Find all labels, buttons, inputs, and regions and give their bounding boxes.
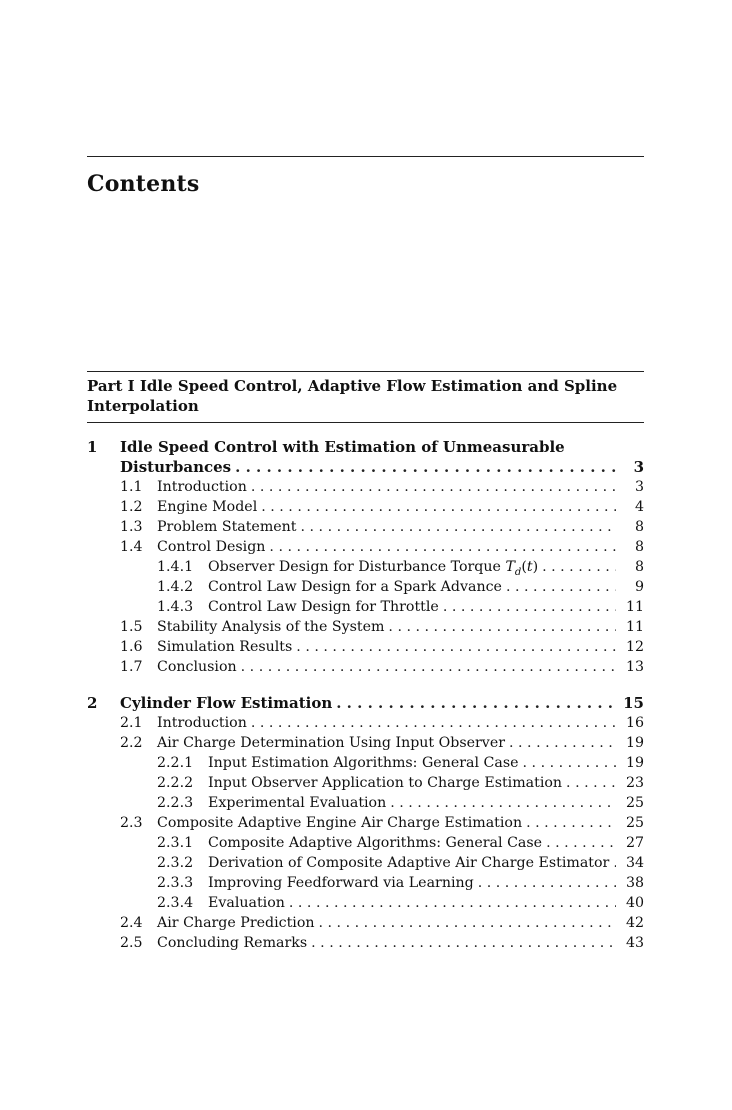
entry-body bbox=[208, 793, 644, 813]
entry-title: Introduction bbox=[157, 715, 247, 731]
section-entry[interactable] bbox=[87, 933, 644, 953]
entry-number: 1.2 bbox=[120, 499, 143, 515]
page-title: Contents bbox=[87, 171, 200, 197]
entry-body bbox=[157, 713, 644, 733]
part-label: Part I bbox=[87, 377, 135, 395]
subsection-entry[interactable] bbox=[87, 873, 644, 893]
chapter-entry[interactable] bbox=[87, 457, 644, 477]
entry-page: 19 bbox=[625, 735, 644, 751]
entry-number: 1.7 bbox=[120, 659, 143, 675]
section-entry[interactable] bbox=[87, 657, 644, 677]
entry-title: Control Law Design for a Spark Advance bbox=[208, 579, 502, 595]
chapter-heading-line1[interactable] bbox=[87, 437, 644, 457]
entry-page: 8 bbox=[634, 519, 644, 535]
entry-page: 4 bbox=[634, 499, 644, 515]
entry-title: Engine Model bbox=[157, 499, 258, 515]
entry-page: 19 bbox=[625, 755, 644, 771]
entry-title: Input Observer Application to Charge Estimation bbox=[208, 775, 563, 791]
entry-number: 2.2 bbox=[120, 735, 143, 751]
section-entry[interactable] bbox=[87, 617, 644, 637]
subsection-entry[interactable] bbox=[87, 753, 644, 773]
subsection-entry[interactable] bbox=[87, 557, 644, 577]
entry-body bbox=[120, 693, 644, 713]
toc-list bbox=[87, 437, 644, 953]
entry-number: 1.4.1 bbox=[157, 559, 194, 575]
section-entry[interactable] bbox=[87, 517, 644, 537]
entry-number: 2.3.3 bbox=[157, 875, 194, 891]
entry-number: 2 bbox=[87, 694, 98, 712]
entry-title: Problem Statement bbox=[157, 519, 297, 535]
entry-number: 2.2.3 bbox=[157, 795, 194, 811]
section-entry[interactable] bbox=[87, 813, 644, 833]
entry-page: 12 bbox=[625, 639, 644, 655]
entry-title: Air Charge Determination Using Input Observer bbox=[157, 735, 506, 751]
leader-dots bbox=[241, 657, 616, 677]
entry-body bbox=[157, 617, 644, 637]
section-entry[interactable] bbox=[87, 477, 644, 497]
entry-title: Disturbances bbox=[120, 458, 232, 476]
part-rule-bottom bbox=[87, 422, 644, 423]
entry-body bbox=[208, 853, 644, 873]
section-entry[interactable] bbox=[87, 537, 644, 557]
entry-page: 8 bbox=[634, 559, 644, 575]
leader-dots bbox=[319, 913, 616, 933]
entry-number: 2.3.4 bbox=[157, 895, 194, 911]
entry-title: Introduction bbox=[157, 479, 247, 495]
part-heading bbox=[87, 376, 644, 416]
entry-page: 11 bbox=[625, 599, 644, 615]
entry-body bbox=[157, 477, 644, 497]
entry-title: Conclusion bbox=[157, 659, 237, 675]
entry-body bbox=[157, 517, 644, 537]
section-entry[interactable] bbox=[87, 913, 644, 933]
entry-title: Improving Feedforward via Learning bbox=[208, 875, 474, 891]
leader-dots bbox=[546, 833, 616, 853]
part-rule-top bbox=[87, 371, 644, 372]
entry-title: Control Design bbox=[157, 539, 266, 555]
leader-dots bbox=[289, 893, 616, 913]
entry-number: 2.5 bbox=[120, 935, 143, 951]
leader-dots bbox=[478, 873, 616, 893]
entry-number: 2.3 bbox=[120, 815, 143, 831]
leader-dots bbox=[506, 577, 616, 597]
leader-dots bbox=[566, 773, 616, 793]
entry-number: 1.4 bbox=[120, 539, 143, 555]
entry-page: 3 bbox=[633, 458, 644, 476]
entry-number: 1.3 bbox=[120, 519, 143, 535]
chapter-title-line1: Idle Speed Control with Estimation of Unmeasurable bbox=[120, 438, 565, 456]
leader-dots bbox=[251, 713, 616, 733]
entry-page: 13 bbox=[625, 659, 644, 675]
entry-body bbox=[157, 537, 644, 557]
subsection-entry[interactable] bbox=[87, 773, 644, 793]
subsection-entry[interactable] bbox=[87, 893, 644, 913]
entry-title: Input Estimation Algorithms: General Case bbox=[208, 755, 519, 771]
entry-body bbox=[157, 657, 644, 677]
entry-page: 3 bbox=[634, 479, 644, 495]
entry-body bbox=[157, 913, 644, 933]
entry-page: 15 bbox=[623, 694, 644, 712]
entry-page: 38 bbox=[625, 875, 644, 891]
entry-page: 25 bbox=[625, 795, 644, 811]
entry-body bbox=[208, 597, 644, 617]
entry-number: 1.5 bbox=[120, 619, 143, 635]
leader-dots bbox=[269, 537, 616, 557]
leader-dots bbox=[336, 693, 616, 713]
subsection-entry[interactable] bbox=[87, 793, 644, 813]
leader-dots bbox=[390, 793, 616, 813]
leader-dots bbox=[542, 557, 616, 577]
leader-dots bbox=[388, 617, 616, 637]
entry-number: 1.4.2 bbox=[157, 579, 194, 595]
entry-number: 2.3.1 bbox=[157, 835, 194, 851]
section-entry[interactable] bbox=[87, 733, 644, 753]
entry-body bbox=[208, 833, 644, 853]
entry-body bbox=[157, 637, 644, 657]
entry-body bbox=[120, 457, 644, 477]
entry-body bbox=[157, 933, 644, 953]
entry-number: 2.2.1 bbox=[157, 755, 194, 771]
entry-body bbox=[157, 733, 644, 753]
entry-number: 1.4.3 bbox=[157, 599, 194, 615]
section-entry[interactable] bbox=[87, 637, 644, 657]
entry-page: 8 bbox=[634, 539, 644, 555]
leader-dots bbox=[251, 477, 616, 497]
entry-number: 2.1 bbox=[120, 715, 143, 731]
entry-title: Stability Analysis of the System bbox=[157, 619, 385, 635]
part-title-text: Idle Speed Control, Adaptive Flow Estimation and Spline Interpolation bbox=[87, 377, 618, 415]
entry-number: 2.4 bbox=[120, 915, 143, 931]
top-rule bbox=[87, 156, 644, 157]
chapter-gap bbox=[87, 677, 644, 693]
entry-body bbox=[208, 893, 644, 913]
chapter-number: 1 bbox=[87, 438, 98, 456]
entry-body bbox=[208, 773, 644, 793]
entry-page: 23 bbox=[625, 775, 644, 791]
leader-dots bbox=[301, 517, 616, 537]
entry-title: Derivation of Composite Adaptive Air Charge Estimator bbox=[208, 855, 610, 871]
entry-page: 42 bbox=[625, 915, 644, 931]
leader-dots bbox=[443, 597, 616, 617]
leader-dots bbox=[235, 457, 616, 477]
section-entry[interactable] bbox=[87, 497, 644, 517]
entry-number: 2.3.2 bbox=[157, 855, 194, 871]
leader-dots bbox=[296, 637, 616, 657]
subsection-entry[interactable] bbox=[87, 833, 644, 853]
leader-dots bbox=[311, 933, 616, 953]
leader-dots bbox=[261, 497, 616, 517]
subsection-entry[interactable] bbox=[87, 597, 644, 617]
entry-page: 40 bbox=[625, 895, 644, 911]
entry-page: 9 bbox=[634, 579, 644, 595]
subsection-entry[interactable] bbox=[87, 577, 644, 597]
entry-title: Composite Adaptive Engine Air Charge Estimation bbox=[157, 815, 523, 831]
entry-title: Control Law Design for Throttle bbox=[208, 599, 439, 615]
leader-dots bbox=[526, 813, 616, 833]
entry-number: 2.2.2 bbox=[157, 775, 194, 791]
entry-number: 1.6 bbox=[120, 639, 143, 655]
entry-number: 1.1 bbox=[120, 479, 143, 495]
entry-body bbox=[208, 873, 644, 893]
toc-page bbox=[87, 0, 644, 1110]
section-entry[interactable] bbox=[87, 713, 644, 733]
entry-page: 34 bbox=[625, 855, 644, 871]
entry-title: Simulation Results bbox=[157, 639, 293, 655]
entry-title: Air Charge Prediction bbox=[157, 915, 315, 931]
entry-title: Evaluation bbox=[208, 895, 285, 911]
entry-title: Experimental Evaluation bbox=[208, 795, 387, 811]
leader-dots bbox=[509, 733, 616, 753]
entry-title: Observer Design for Disturbance Torque $T_d(t)$ bbox=[208, 559, 539, 578]
entry-body bbox=[208, 753, 644, 773]
entry-body bbox=[157, 813, 644, 833]
entry-title: Concluding Remarks bbox=[157, 935, 308, 951]
entry-page: 43 bbox=[625, 935, 644, 951]
entry-page: 27 bbox=[625, 835, 644, 851]
subsection-entry[interactable] bbox=[87, 853, 644, 873]
entry-title: Cylinder Flow Estimation bbox=[120, 694, 333, 712]
entry-page: 11 bbox=[625, 619, 644, 635]
entry-page: 16 bbox=[625, 715, 644, 731]
entry-body bbox=[157, 497, 644, 517]
entry-page: 25 bbox=[625, 815, 644, 831]
leader-dots bbox=[523, 753, 616, 773]
chapter-entry[interactable] bbox=[87, 693, 644, 713]
entry-body bbox=[208, 577, 644, 597]
entry-title: Composite Adaptive Algorithms: General Case bbox=[208, 835, 543, 851]
